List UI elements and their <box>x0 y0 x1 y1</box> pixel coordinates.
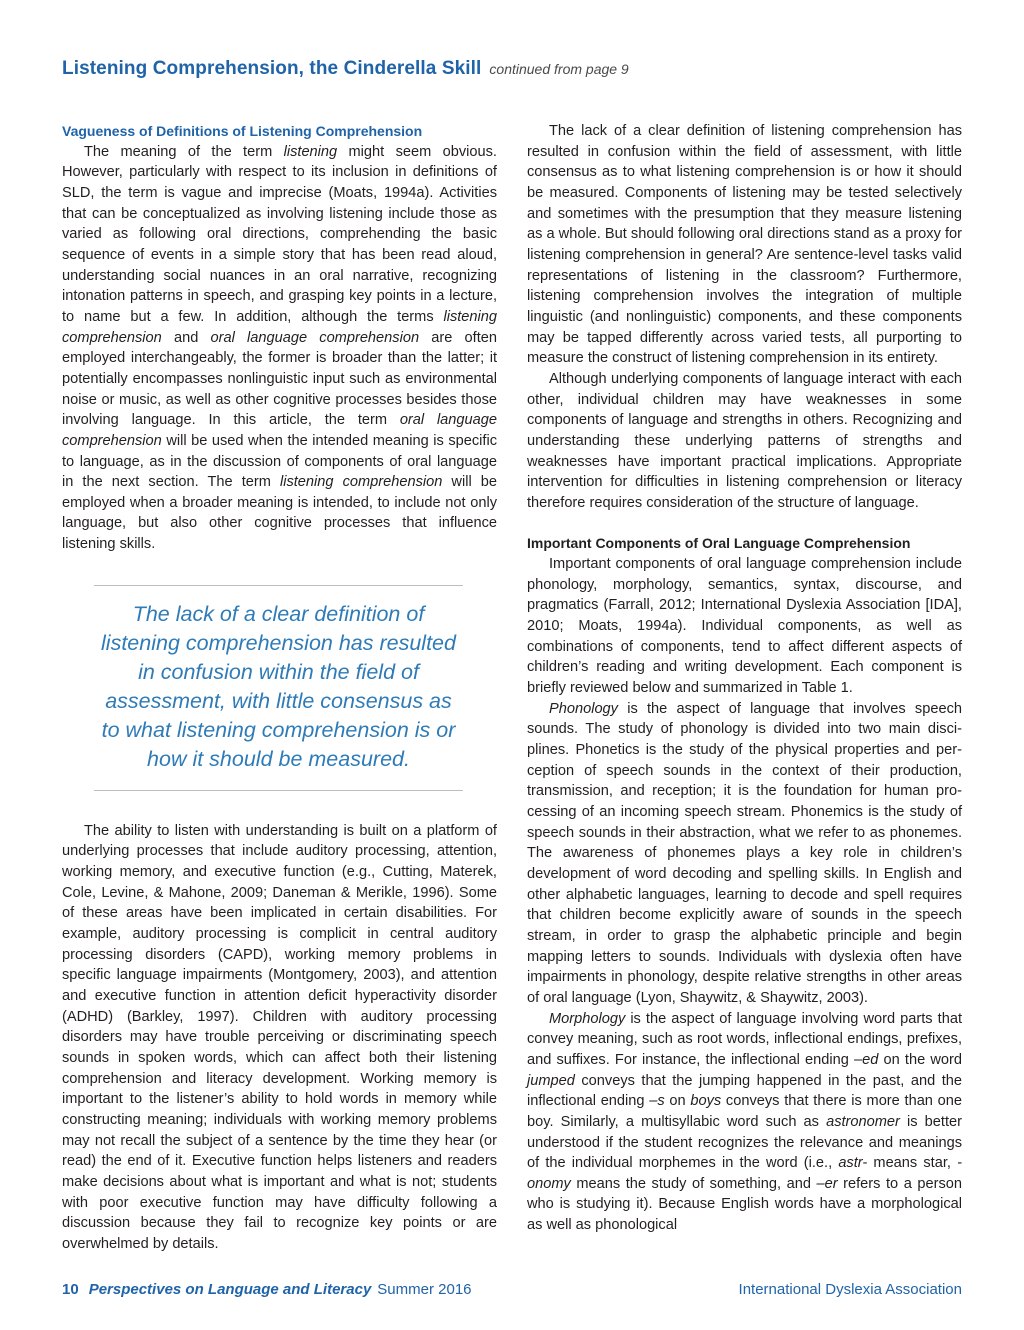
body-paragraph <box>62 142 497 555</box>
issue-date: Summer 2016 <box>377 1281 472 1298</box>
text-run: means the study of something, and <box>570 1175 817 1192</box>
text-run: Although underlying components of language interact with each other, individual children may have weaknesses in some components of language and strengths in others. Recognizing and understanding these underlying patterns of strengths and weaknesses have important practical implications. Appropriate intervention for difficulties in listening comprehension or literacy therefore requires consideration of the structure of language. <box>527 370 962 511</box>
text-run: is better understood if the student recognizes the relevance and meanings of the individual morphemes in the word (i.e., <box>527 1113 963 1172</box>
emphasized-text: oral language comprehension <box>62 412 497 449</box>
text-run: is the aspect of language that involves speech sounds. The study of phonology is divided into two main disciplines. Phonetics is the study of the physical properties and perception of speech sounds in the context of their production, transmission, and reception; it is the foundation for human processing of an incoming speech stream. Phonemics is the study of speech sounds in their abstraction, what we refer to as phonemes. The awareness of phonemes plays a key role in children’s development of word decoding and spelling skills. In English and other alphabetic languages, learning to decode and spell requires that children become explicitly aware of sounds in the speech stream, in order to grasp the alphabetic principle and begin mapping letters to sounds. Individuals with dyslexia often have impairments in phonology, despite relative strengths in other areas of oral language (Lyon, Shaywitz, & Shaywitz, 2003). <box>527 700 962 1006</box>
text-run: and <box>161 329 211 346</box>
right-column <box>527 121 962 1236</box>
left-column <box>62 121 497 1255</box>
emphasized-text: oral language comprehension <box>210 329 420 346</box>
article-title: Listening Comprehension, the Cinderella Skill <box>62 58 482 79</box>
emphasized-text: Phonology <box>549 700 618 717</box>
body-paragraph <box>62 821 497 1255</box>
page-number: 10 <box>62 1281 79 1298</box>
emphasized-text: astr- <box>838 1155 868 1172</box>
body-paragraph <box>527 369 962 514</box>
section-heading-vagueness: Vagueness of Definitions of Listening Comprehension <box>62 123 423 139</box>
text-run: Important components of oral language comprehension include phonology, morphology, semantics, syntax, discourse, and pragmatics (Farrall, 2012; International Dyslexia Association [IDA], 2010; Moats, 1994a). Individual components, as well as combinations of components, tend to affect different aspects of children’s reading and writing development. Each component is briefly reviewed below and summarized in Table 1. <box>527 556 962 697</box>
text-run: will be used when the intended meaning is specific to language, as in the discussion of components of oral language in the next section. The term <box>62 432 497 491</box>
organization-name: International Dyslexia Association <box>738 1281 962 1298</box>
emphasized-text: listening <box>283 143 338 160</box>
emphasized-text: –ed <box>854 1051 879 1068</box>
body-paragraph <box>527 554 962 699</box>
body-paragraph <box>527 121 962 369</box>
emphasized-text: -onomy <box>527 1155 962 1192</box>
text-run: The ability to listen with understanding is built on a platform of underlying processes that include auditory processing, attention, working memory, and executive function (e.g., Cutting, Materek, Cole, Levine, & Mahone, 2009; Daneman & Merikle, 1996). Some of these areas have been implicated in certain disabilities. For example, auditory processing is complicit in central auditory processing disorders (CAPD), working memory problems in specific language impairments (Montgomery, 2003), and attention and executive function in attention deficit hyperactivity disorder (ADHD) (Barkley, 1997). Children with auditory processing disorders may have trouble perceiving or discriminating speech sounds in spoken words, which can affect both their listening comprehension and literacy development. Working memory is important to the listener’s ability to hold words in memory while constructing meaning; individuals with working memory problems may not recall the subject of a sentence by the time they hear (or read) the end of it. Executive function helps listeners and readers make decisions about what is important and what is not; students with poor executive function may have difficulty following a discussion because they fail to recognize key points or are overwhelmed by details. <box>62 822 497 1252</box>
body-paragraph-phonology <box>527 699 962 1009</box>
text-run: is the aspect of language involving word parts that convey meaning, such as root words, inflectional endings, prefixes, and suffixes. For instance, the inflectional ending <box>527 1010 962 1068</box>
emphasized-text: jumped <box>527 1072 575 1089</box>
body-paragraph-morphology <box>527 1009 962 1236</box>
text-run: The lack of a clear definition of listening comprehension has resulted in confusion within the field of assessment, with little consensus as to what listening comprehension is or how it should be measured. Components of listening may be tested selectively and sometimes with the presumption that they measure listening as a whole. But should following oral directions stand as a proxy for listening comprehension in general? Are sentence-level tasks valid representations of listening in the classroom? Furthermore, listening comprehension involves the integration of multiple linguistic (and nonlinguistic) components, and these components may be tapped differently across varied tests, all purporting to measure the construct of listening comprehension in its entirety. <box>527 123 962 367</box>
emphasized-text: Morphology <box>549 1010 626 1027</box>
section-heading-components: Important Components of Oral Language Comprehension <box>527 535 911 552</box>
emphasized-text: listening comprehension <box>279 474 443 491</box>
text-run: refers to a person who is studying it). Because English words have a morphological as well as phonological <box>527 1175 963 1234</box>
text-run: The meaning of the term <box>84 143 284 160</box>
emphasized-text: –s <box>649 1093 665 1110</box>
journal-name: Perspectives on Language and Literacy <box>88 1281 372 1298</box>
text-run: will be employed when a broader meaning is intended, to include not only language, but also other cognitive processes that influence listening skills. <box>62 474 497 553</box>
emphasized-text: astronomer <box>826 1113 900 1130</box>
pull-quote: The lack of a clear definition of listening comprehension has resulted in confusion within the field of assessment, with little consensus as to what listening comprehension is or how it should be measured. <box>94 585 463 791</box>
emphasized-text: listening comprehension <box>62 308 497 346</box>
text-run: on <box>664 1093 691 1110</box>
continued-note: continued from page 9 <box>489 61 629 77</box>
text-run: on the word <box>878 1051 962 1068</box>
page-header <box>62 58 629 80</box>
text-run: might seem obvious. However, particularly with respect to its inclusion in definitions of SLD, the term is vague and imprecise (Moats, 1994a). Activities that can be conceptualized as involving listening include those as varied as following oral directions, comprehending the basic sequence of events in a simple story that has been read aloud, understanding social nuances in an oral narrative, recognizing intonation patterns in speech, and grasping key points in a lecture, to name but a few. In addition, although the terms <box>62 143 497 325</box>
text-run: are often employed interchangeably, the former is broader than the latter; it potentially encompasses nonlinguistic input such as environmental noise or music, as well as other cognitive processes besides those involving language. In this article, the term <box>62 329 497 429</box>
text-run: conveys that there is more than one boy. Similarly, a multisyllabic word such as <box>527 1093 963 1130</box>
text-run: conveys that the jumping happened in the past, and the inflectional ending <box>527 1072 962 1110</box>
text-run: means star, <box>867 1155 958 1172</box>
page-footer <box>62 1281 962 1298</box>
emphasized-text: –er <box>816 1175 838 1192</box>
emphasized-text: boys <box>690 1093 722 1110</box>
